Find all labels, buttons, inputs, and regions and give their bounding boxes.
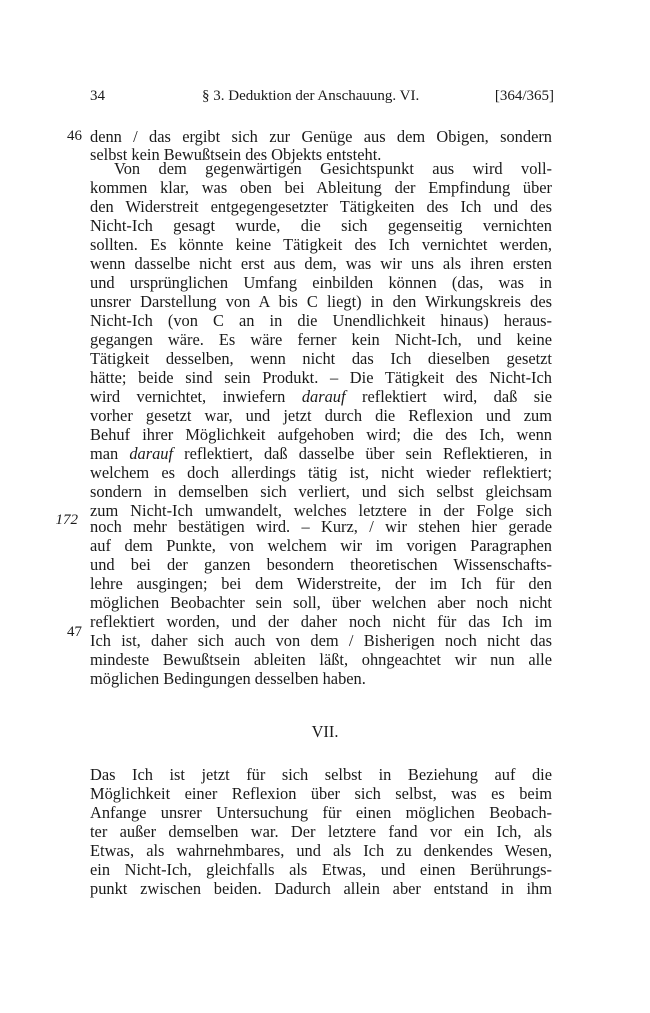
text-line (90, 443, 552, 464)
text-line: Anfange unsrer Untersuchung für einen möglichen Beobach- (90, 803, 552, 822)
text-line: noch mehr bestätigen wird. – Kurz, / wir stehen hier gerade (90, 517, 552, 536)
text-line: mindeste Bewußtsein ableiten läßt, ohngeachtet wir nun alle (90, 650, 552, 669)
text-line: auf dem Punkte, von welchem wir im vorigen Paragraphen (90, 536, 552, 555)
edition-reference: [364/365] (494, 88, 554, 104)
text-line: Ich ist, daher sich auch von dem / Bisherigen noch nicht das (90, 631, 552, 650)
text-line: Nicht-Ich gesagt wurde, die sich gegenseitig vernichten (90, 216, 552, 235)
text-segment: wird vernichtet, inwiefern (90, 387, 302, 406)
text-line: Etwas, als wahrnehmbares, und als Ich zu denkendes Wesen, (90, 841, 552, 860)
text-line: reflektiert worden, und der daher noch nicht für das Ich im (90, 612, 552, 631)
margin-note: 47 (67, 624, 82, 640)
text-line: denn / das ergibt sich zur Genüge aus dem Obigen, sondern (90, 127, 552, 146)
text-line: möglichen Bedingungen desselben haben. (90, 669, 366, 688)
text-line: Nicht-Ich (von C an in die Unendlichkeit hinaus) heraus- (90, 311, 552, 330)
text-line: ein Nicht-Ich, gleichfalls als Etwas, und einen Berührungs- (90, 860, 552, 879)
margin-note: 172 (55, 512, 78, 528)
text-line: kommen klar, was oben bei Ableitung der Empfindung über (90, 178, 552, 197)
text-line: lehre ausgingen; bei dem Widerstreite, der im Ich für den (90, 574, 552, 593)
page-number: 34 (90, 88, 105, 104)
text-segment: reflektiert wird, daß sie (345, 387, 552, 406)
text-line: möglichen Beobachter sein soll, über welchen aber noch nicht (90, 593, 552, 612)
text-line: punkt zwischen beiden. Dadurch allein aber entstand in ihm (90, 879, 552, 898)
text-line: ter außer demselben war. Der letztere fand vor ein Ich, als (90, 822, 552, 841)
text-line: sondern in demselben sich verliert, und sich selbst gleichsam (90, 482, 552, 501)
text-line: welchem es doch allerdings tätig ist, nicht wieder reflektiert; (90, 463, 552, 482)
section-heading: VII. (311, 722, 339, 741)
text-line: Behuf ihrer Möglichkeit aufgehoben wird; die des Ich, wenn (90, 425, 552, 444)
emphasis-text: darauf (301, 387, 346, 406)
text-line: selbst kein Bewußtsein des Objekts entsteht. (90, 145, 382, 164)
text-line: und bei der ganzen besondern theoretischen Wissenschafts- (90, 555, 552, 574)
text-line: Von dem gegenwärtigen Gesichtspunkt aus wird voll- (114, 159, 552, 178)
text-line: und ursprünglichen Umfang einbilden können (das, was in (90, 273, 552, 292)
running-title: § 3. Deduktion der Anschauung. VI. (202, 88, 420, 104)
text-line: Das Ich ist jetzt für sich selbst in Beziehung auf die (90, 765, 552, 784)
text-line: vorher gesetzt war, und jetzt durch die Reflexion und zum (90, 406, 552, 425)
text-line: Möglichkeit einer Reflexion über sich selbst, was es beim (90, 784, 552, 803)
text-line: sollten. Es könnte keine Tätigkeit des Ich vernichtet werden, (90, 235, 552, 254)
text-line: den Widerstreit entgegengesetzter Tätigkeiten des Ich und des (90, 197, 552, 216)
margin-note: 46 (67, 128, 82, 144)
text-line: wenn dasselbe nicht erst aus dem, was wir uns als ihren ersten (90, 254, 552, 273)
text-segment: man (90, 444, 130, 463)
text-segment: reflektiert, daß dasselbe über sein Reflektieren, in (173, 444, 552, 463)
text-line: Tätigkeit desselben, wenn nicht das Ich dieselben gesetzt (90, 349, 552, 368)
text-line (90, 386, 552, 407)
text-line: gegangen wäre. Es wäre ferner kein Nicht-Ich, und keine (90, 330, 552, 349)
emphasis-text: darauf (129, 444, 174, 463)
text-line: hätte; beide sind sein Produkt. – Die Tätigkeit des Nicht-Ich (90, 368, 552, 387)
text-line: zum Nicht-Ich umwandelt, welches letztere in der Folge sich (90, 501, 552, 520)
text-line: unsrer Darstellung von A bis C liegt) in den Wirkungskreis des (90, 292, 552, 311)
